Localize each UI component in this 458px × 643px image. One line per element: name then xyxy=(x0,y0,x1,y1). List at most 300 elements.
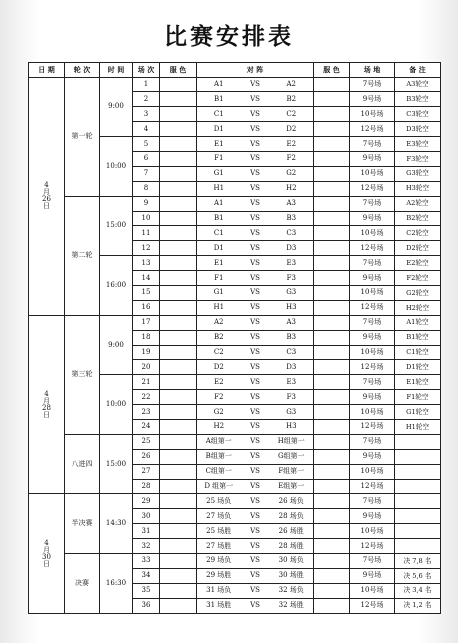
vs-cell: VS xyxy=(241,122,270,137)
note-cell: 决 3,4 名 xyxy=(395,583,441,598)
match-number-cell: 15 xyxy=(133,285,160,300)
color-b-cell xyxy=(314,568,350,583)
team-a-cell: G1 xyxy=(197,285,241,300)
team-a-cell: C1 xyxy=(197,226,241,241)
color-a-cell xyxy=(160,434,197,449)
color-b-cell xyxy=(314,151,350,166)
team-b-cell: F组第一 xyxy=(270,464,314,479)
match-number-cell: 9 xyxy=(133,196,160,211)
venue-cell: 9号场 xyxy=(350,92,395,107)
team-a-cell: B1 xyxy=(197,92,241,107)
team-b-cell: F2 xyxy=(270,151,314,166)
vs-cell: VS xyxy=(241,598,270,613)
note-cell: G3轮空 xyxy=(395,166,441,181)
match-number-cell: 12 xyxy=(133,241,160,256)
team-b-cell: 32 场胜 xyxy=(270,598,314,613)
color-b-cell xyxy=(314,524,350,539)
color-b-cell xyxy=(314,434,350,449)
color-b-cell xyxy=(314,77,350,92)
vs-cell: VS xyxy=(241,554,270,569)
venue-cell: 9号场 xyxy=(350,151,395,166)
note-cell xyxy=(395,464,441,479)
time-cell: 10:00 xyxy=(100,137,133,197)
venue-cell: 7号场 xyxy=(350,256,395,271)
match-number-cell: 21 xyxy=(133,375,160,390)
color-a-cell xyxy=(160,137,197,152)
team-b-cell: D3 xyxy=(270,241,314,256)
note-cell: H3轮空 xyxy=(395,181,441,196)
vs-cell: VS xyxy=(241,583,270,598)
color-a-cell xyxy=(160,405,197,420)
team-a-cell: E2 xyxy=(197,375,241,390)
vs-cell: VS xyxy=(241,434,270,449)
time-cell: 9:00 xyxy=(100,315,133,375)
match-number-cell: 4 xyxy=(133,122,160,137)
color-a-cell xyxy=(160,77,197,92)
note-cell: B3轮空 xyxy=(395,92,441,107)
vs-cell: VS xyxy=(241,166,270,181)
vs-cell: VS xyxy=(241,449,270,464)
time-cell: 16:00 xyxy=(100,256,133,316)
match-number-cell: 20 xyxy=(133,360,160,375)
date-line: 28 xyxy=(42,403,51,412)
team-a-cell: H1 xyxy=(197,300,241,315)
team-b-cell: 26 场负 xyxy=(270,494,314,509)
color-a-cell xyxy=(160,241,197,256)
color-b-cell xyxy=(314,554,350,569)
note-cell: A1轮空 xyxy=(395,315,441,330)
note-cell xyxy=(395,449,441,464)
date-line: 日 xyxy=(43,559,50,568)
vs-cell: VS xyxy=(241,226,270,241)
time-cell: 15:00 xyxy=(100,434,133,494)
color-b-cell xyxy=(314,479,350,494)
vs-cell: VS xyxy=(241,479,270,494)
note-cell xyxy=(395,524,441,539)
match-number-cell: 22 xyxy=(133,390,160,405)
team-b-cell: C3 xyxy=(270,226,314,241)
team-a-cell: 25 场负 xyxy=(197,494,241,509)
venue-cell: 10号场 xyxy=(350,166,395,181)
vs-cell: VS xyxy=(241,137,270,152)
round-cell: 八进四 xyxy=(65,434,100,494)
team-b-cell: 26 场胜 xyxy=(270,524,314,539)
vs-cell: VS xyxy=(241,256,270,271)
venue-cell: 7号场 xyxy=(350,137,395,152)
vs-cell: VS xyxy=(241,315,270,330)
team-b-cell: E3 xyxy=(270,256,314,271)
team-a-cell: B2 xyxy=(197,330,241,345)
match-number-cell: 27 xyxy=(133,464,160,479)
match-number-cell: 31 xyxy=(133,524,160,539)
team-a-cell: F1 xyxy=(197,271,241,286)
date-cell xyxy=(29,315,65,494)
color-a-cell xyxy=(160,554,197,569)
team-a-cell: H1 xyxy=(197,181,241,196)
color-b-cell xyxy=(314,92,350,107)
table-row xyxy=(29,494,441,509)
color-b-cell xyxy=(314,166,350,181)
team-a-cell: A1 xyxy=(197,77,241,92)
match-number-cell: 16 xyxy=(133,300,160,315)
match-number-cell: 28 xyxy=(133,479,160,494)
note-cell: F3轮空 xyxy=(395,151,441,166)
color-b-cell xyxy=(314,256,350,271)
venue-cell: 9号场 xyxy=(350,390,395,405)
venue-cell: 9号场 xyxy=(350,568,395,583)
note-cell xyxy=(395,494,441,509)
match-number-cell: 11 xyxy=(133,226,160,241)
team-b-cell: 32 场负 xyxy=(270,583,314,598)
venue-cell: 10号场 xyxy=(350,107,395,122)
venue-cell: 7号场 xyxy=(350,554,395,569)
color-a-cell xyxy=(160,315,197,330)
color-b-cell xyxy=(314,375,350,390)
header-match-no: 场 次 xyxy=(133,63,160,78)
team-a-cell: A2 xyxy=(197,315,241,330)
vs-cell: VS xyxy=(241,568,270,583)
note-cell: C2轮空 xyxy=(395,226,441,241)
time-cell: 15:00 xyxy=(100,196,133,256)
match-number-cell: 35 xyxy=(133,583,160,598)
color-b-cell xyxy=(314,300,350,315)
team-b-cell: H3 xyxy=(270,419,314,434)
color-a-cell xyxy=(160,330,197,345)
match-number-cell: 8 xyxy=(133,181,160,196)
team-a-cell: 29 场胜 xyxy=(197,568,241,583)
color-b-cell xyxy=(314,137,350,152)
match-number-cell: 2 xyxy=(133,92,160,107)
team-b-cell: E2 xyxy=(270,137,314,152)
color-b-cell xyxy=(314,494,350,509)
note-cell: D2轮空 xyxy=(395,241,441,256)
color-a-cell xyxy=(160,345,197,360)
vs-cell: VS xyxy=(241,151,270,166)
color-b-cell xyxy=(314,226,350,241)
time-cell: 16:30 xyxy=(100,554,133,614)
team-b-cell: E组第一 xyxy=(270,479,314,494)
team-b-cell: B3 xyxy=(270,330,314,345)
color-a-cell xyxy=(160,479,197,494)
team-b-cell: D2 xyxy=(270,122,314,137)
note-cell: G1轮空 xyxy=(395,405,441,420)
note-cell: F1轮空 xyxy=(395,390,441,405)
venue-cell: 12号场 xyxy=(350,300,395,315)
match-number-cell: 19 xyxy=(133,345,160,360)
venue-cell: 10号场 xyxy=(350,226,395,241)
vs-cell: VS xyxy=(241,211,270,226)
match-number-cell: 24 xyxy=(133,419,160,434)
note-cell xyxy=(395,434,441,449)
date-line: 月 xyxy=(43,396,50,405)
color-a-cell xyxy=(160,449,197,464)
note-cell: 决 7,8 名 xyxy=(395,554,441,569)
color-a-cell xyxy=(160,360,197,375)
table-row xyxy=(29,77,441,92)
vs-cell: VS xyxy=(241,300,270,315)
color-b-cell xyxy=(314,539,350,554)
team-b-cell: E3 xyxy=(270,375,314,390)
round-cell: 半决赛 xyxy=(65,494,100,554)
team-b-cell: H组第一 xyxy=(270,434,314,449)
match-number-cell: 25 xyxy=(133,434,160,449)
header-time: 时 间 xyxy=(100,63,133,78)
team-a-cell: G1 xyxy=(197,166,241,181)
team-a-cell: F1 xyxy=(197,151,241,166)
match-number-cell: 3 xyxy=(133,107,160,122)
color-a-cell xyxy=(160,285,197,300)
vs-cell: VS xyxy=(241,539,270,554)
match-number-cell: 10 xyxy=(133,211,160,226)
venue-cell: 9号场 xyxy=(350,330,395,345)
venue-cell: 10号场 xyxy=(350,464,395,479)
match-number-cell: 14 xyxy=(133,271,160,286)
date-line: 26 xyxy=(42,195,51,204)
schedule-body xyxy=(29,77,441,613)
header-color-b: 服 色 xyxy=(314,63,350,78)
venue-cell: 9号场 xyxy=(350,509,395,524)
team-a-cell: G2 xyxy=(197,405,241,420)
table-row xyxy=(29,554,441,569)
color-b-cell xyxy=(314,390,350,405)
color-a-cell xyxy=(160,256,197,271)
team-a-cell: H2 xyxy=(197,419,241,434)
note-cell: A3轮空 xyxy=(395,77,441,92)
team-a-cell: A组第一 xyxy=(197,434,241,449)
team-b-cell: 28 场负 xyxy=(270,509,314,524)
color-a-cell xyxy=(160,539,197,554)
color-a-cell xyxy=(160,568,197,583)
team-b-cell: H2 xyxy=(270,181,314,196)
team-b-cell: A3 xyxy=(270,196,314,211)
vs-cell: VS xyxy=(241,181,270,196)
team-a-cell: C2 xyxy=(197,345,241,360)
note-cell xyxy=(395,539,441,554)
vs-cell: VS xyxy=(241,330,270,345)
color-a-cell xyxy=(160,583,197,598)
vs-cell: VS xyxy=(241,509,270,524)
venue-cell: 7号场 xyxy=(350,196,395,211)
team-a-cell: 31 场胜 xyxy=(197,598,241,613)
vs-cell: VS xyxy=(241,271,270,286)
venue-cell: 9号场 xyxy=(350,449,395,464)
team-a-cell: B1 xyxy=(197,211,241,226)
date-line: 日 xyxy=(43,202,50,211)
color-b-cell xyxy=(314,405,350,420)
color-b-cell xyxy=(314,360,350,375)
team-a-cell: C组第一 xyxy=(197,464,241,479)
color-a-cell xyxy=(160,300,197,315)
note-cell: A2轮空 xyxy=(395,196,441,211)
color-b-cell xyxy=(314,315,350,330)
vs-cell: VS xyxy=(241,345,270,360)
team-a-cell: E1 xyxy=(197,137,241,152)
team-b-cell: G3 xyxy=(270,285,314,300)
team-a-cell: A1 xyxy=(197,196,241,211)
note-cell: D3轮空 xyxy=(395,122,441,137)
color-a-cell xyxy=(160,419,197,434)
round-cell: 第二轮 xyxy=(65,196,100,315)
venue-cell: 12号场 xyxy=(350,598,395,613)
note-cell: E3轮空 xyxy=(395,137,441,152)
color-b-cell xyxy=(314,583,350,598)
header-round: 轮 次 xyxy=(65,63,100,78)
note-cell: 决 1,2 名 xyxy=(395,598,441,613)
team-a-cell: E1 xyxy=(197,256,241,271)
match-number-cell: 7 xyxy=(133,166,160,181)
color-b-cell xyxy=(314,509,350,524)
date-line: 30 xyxy=(42,552,51,561)
color-a-cell xyxy=(160,166,197,181)
vs-cell: VS xyxy=(241,196,270,211)
venue-cell: 12号场 xyxy=(350,539,395,554)
time-cell: 9:00 xyxy=(100,77,133,137)
team-b-cell: G3 xyxy=(270,405,314,420)
match-number-cell: 17 xyxy=(133,315,160,330)
team-a-cell: F2 xyxy=(197,390,241,405)
venue-cell: 10号场 xyxy=(350,405,395,420)
team-b-cell: G组第一 xyxy=(270,449,314,464)
color-b-cell xyxy=(314,181,350,196)
note-cell: H2轮空 xyxy=(395,300,441,315)
team-a-cell: D1 xyxy=(197,122,241,137)
page-title: 比赛安排表 xyxy=(164,24,294,50)
venue-cell: 10号场 xyxy=(350,524,395,539)
note-cell: C1轮空 xyxy=(395,345,441,360)
venue-cell: 7号场 xyxy=(350,434,395,449)
note-cell: G2轮空 xyxy=(395,285,441,300)
note-cell: C3轮空 xyxy=(395,107,441,122)
color-a-cell xyxy=(160,181,197,196)
round-cell: 决赛 xyxy=(65,554,100,614)
team-a-cell: D 组第一 xyxy=(197,479,241,494)
venue-cell: 7号场 xyxy=(350,375,395,390)
color-a-cell xyxy=(160,524,197,539)
vs-cell: VS xyxy=(241,375,270,390)
team-a-cell: 25 场胜 xyxy=(197,524,241,539)
vs-cell: VS xyxy=(241,494,270,509)
color-b-cell xyxy=(314,285,350,300)
vs-cell: VS xyxy=(241,241,270,256)
match-number-cell: 34 xyxy=(133,568,160,583)
header-notes: 备 注 xyxy=(395,63,441,78)
team-b-cell: A3 xyxy=(270,315,314,330)
header-venue: 场 地 xyxy=(350,63,395,78)
date-line: 月 xyxy=(43,545,50,554)
color-b-cell xyxy=(314,345,350,360)
vs-cell: VS xyxy=(241,464,270,479)
team-a-cell: 29 场负 xyxy=(197,554,241,569)
match-number-cell: 33 xyxy=(133,554,160,569)
color-b-cell xyxy=(314,107,350,122)
color-b-cell xyxy=(314,598,350,613)
color-a-cell xyxy=(160,92,197,107)
venue-cell: 7号场 xyxy=(350,494,395,509)
team-b-cell: 30 场负 xyxy=(270,554,314,569)
time-cell: 14:30 xyxy=(100,494,133,554)
color-b-cell xyxy=(314,449,350,464)
color-a-cell xyxy=(160,151,197,166)
color-a-cell xyxy=(160,196,197,211)
color-a-cell xyxy=(160,107,197,122)
team-b-cell: C2 xyxy=(270,107,314,122)
team-a-cell: 31 场负 xyxy=(197,583,241,598)
header-matchup: 对 阵 xyxy=(197,63,314,78)
team-b-cell: D3 xyxy=(270,360,314,375)
venue-cell: 12号场 xyxy=(350,122,395,137)
note-cell: B2轮空 xyxy=(395,211,441,226)
round-cell: 第三轮 xyxy=(65,315,100,434)
match-number-cell: 1 xyxy=(133,77,160,92)
team-b-cell: C3 xyxy=(270,345,314,360)
vs-cell: VS xyxy=(241,524,270,539)
team-a-cell: 27 场胜 xyxy=(197,539,241,554)
team-b-cell: B2 xyxy=(270,92,314,107)
color-b-cell xyxy=(314,211,350,226)
color-a-cell xyxy=(160,494,197,509)
team-a-cell: 27 场负 xyxy=(197,509,241,524)
venue-cell: 9号场 xyxy=(350,271,395,286)
note-cell: D1轮空 xyxy=(395,360,441,375)
table-row xyxy=(29,315,441,330)
venue-cell: 10号场 xyxy=(350,285,395,300)
color-a-cell xyxy=(160,390,197,405)
color-a-cell xyxy=(160,375,197,390)
match-number-cell: 6 xyxy=(133,151,160,166)
vs-cell: VS xyxy=(241,405,270,420)
match-number-cell: 29 xyxy=(133,494,160,509)
vs-cell: VS xyxy=(241,285,270,300)
venue-cell: 7号场 xyxy=(350,315,395,330)
table-row xyxy=(29,196,441,211)
color-b-cell xyxy=(314,464,350,479)
team-b-cell: 30 场胜 xyxy=(270,568,314,583)
match-number-cell: 5 xyxy=(133,137,160,152)
match-number-cell: 32 xyxy=(133,539,160,554)
vs-cell: VS xyxy=(241,92,270,107)
team-a-cell: C1 xyxy=(197,107,241,122)
color-a-cell xyxy=(160,226,197,241)
color-b-cell xyxy=(314,241,350,256)
color-a-cell xyxy=(160,271,197,286)
venue-cell: 10号场 xyxy=(350,583,395,598)
team-b-cell: F3 xyxy=(270,271,314,286)
venue-cell: 12号场 xyxy=(350,479,395,494)
note-cell: F2轮空 xyxy=(395,271,441,286)
color-b-cell xyxy=(314,196,350,211)
venue-cell: 10号场 xyxy=(350,345,395,360)
match-number-cell: 23 xyxy=(133,405,160,420)
note-cell xyxy=(395,509,441,524)
match-number-cell: 13 xyxy=(133,256,160,271)
venue-cell: 12号场 xyxy=(350,360,395,375)
match-number-cell: 36 xyxy=(133,598,160,613)
vs-cell: VS xyxy=(241,107,270,122)
color-b-cell xyxy=(314,419,350,434)
vs-cell: VS xyxy=(241,390,270,405)
color-a-cell xyxy=(160,122,197,137)
team-a-cell: D1 xyxy=(197,241,241,256)
note-cell: B1轮空 xyxy=(395,330,441,345)
color-a-cell xyxy=(160,598,197,613)
note-cell: H1轮空 xyxy=(395,419,441,434)
team-b-cell: A2 xyxy=(270,77,314,92)
note-cell: E2轮空 xyxy=(395,256,441,271)
match-number-cell: 18 xyxy=(133,330,160,345)
date-cell xyxy=(29,77,65,315)
date-line: 月 xyxy=(43,188,50,197)
vs-cell: VS xyxy=(241,77,270,92)
